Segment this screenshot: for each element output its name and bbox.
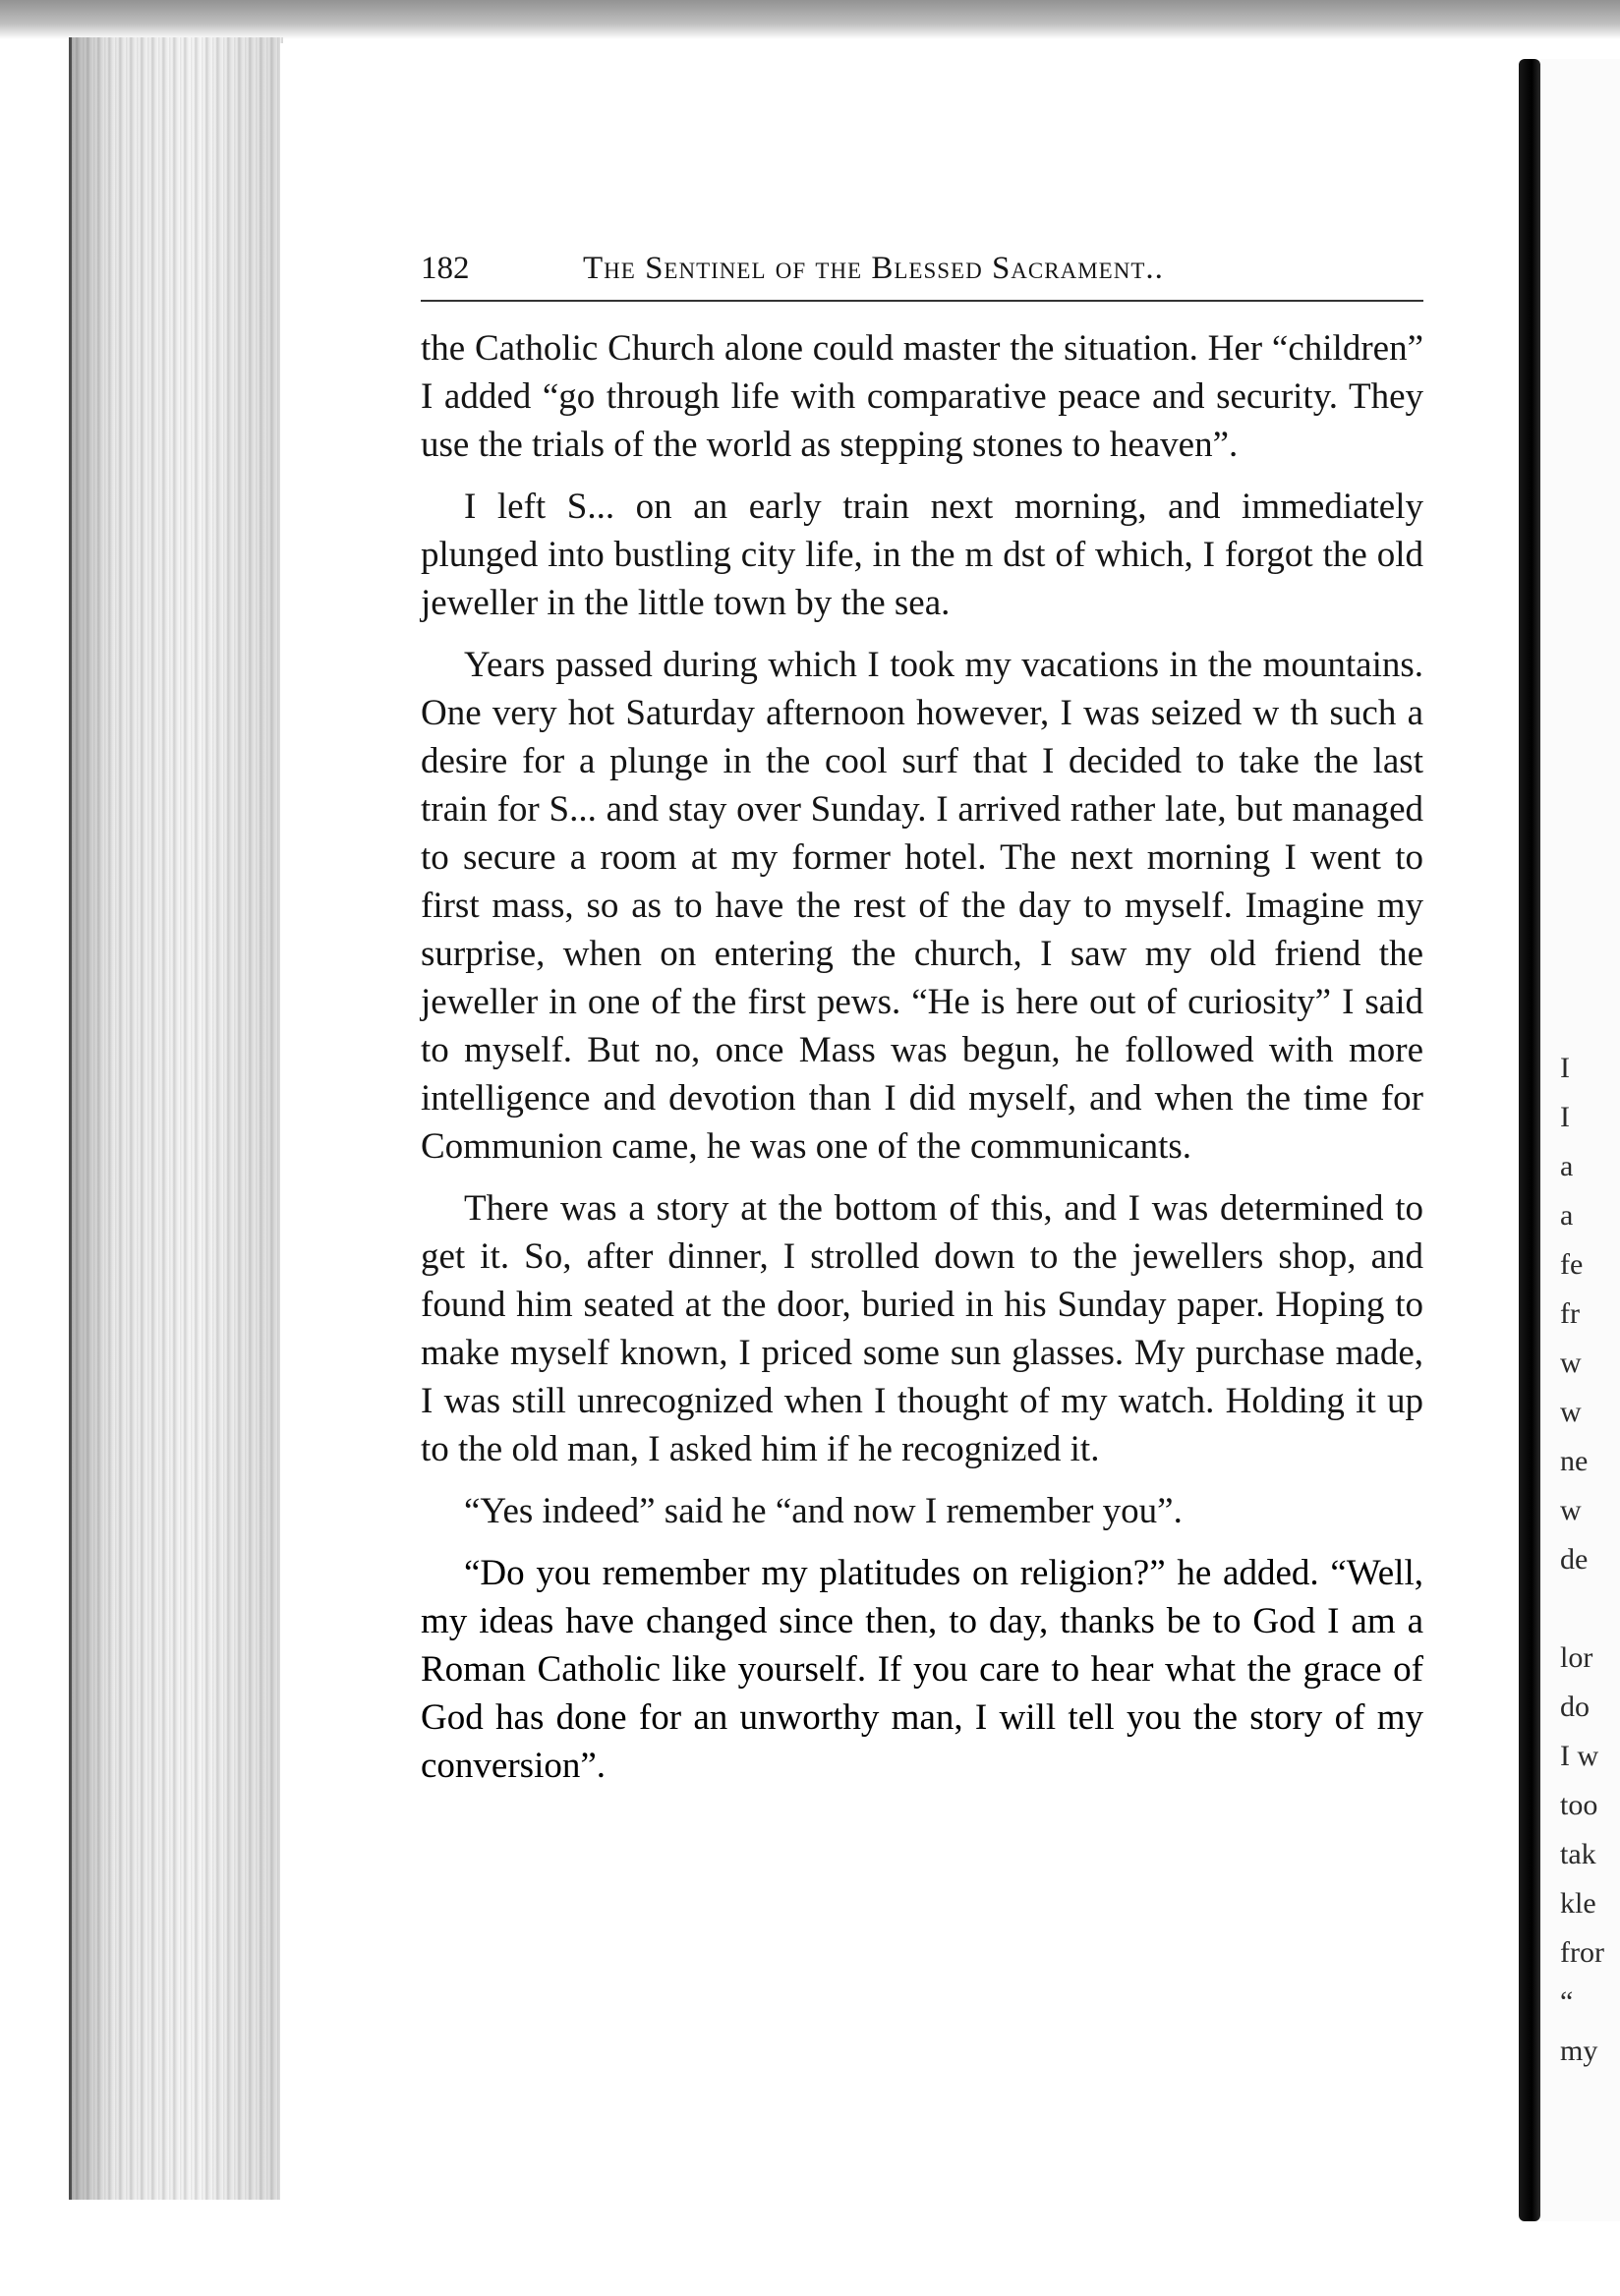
facing-page-text: too bbox=[1560, 1789, 1598, 1821]
facing-page-text: my bbox=[1560, 2035, 1598, 2067]
page-number: 182 bbox=[421, 251, 470, 286]
facing-page-text: fror bbox=[1560, 1936, 1604, 1969]
running-head bbox=[421, 251, 1423, 300]
header-rule bbox=[421, 300, 1423, 302]
facing-page-text: w bbox=[1560, 1396, 1582, 1428]
facing-page-text: I w bbox=[1560, 1740, 1599, 1772]
facing-page-text: a bbox=[1560, 1199, 1574, 1232]
facing-page-text: w bbox=[1560, 1347, 1582, 1379]
paragraph: Years passed during which I took my vacations in the mountains. One very hot Saturday afternoon however, I was seized w th such a desire for a plunge in the cool surf that I decided to take the last train for S... and stay over Sunday. I arrived rather late, but managed to secure a room at my former hotel. The next morning I went to first mass, so as to have the rest of the day to myself. Imagine my surprise, when on entering the church, I saw my old friend the jeweller in one of the first pews. “He is here out of curiosity” I said to myself. But no, once Mass was begun, he followed with more intelligence and devotion than I did myself, and when the time for Communion came, he was one of the communicants. bbox=[421, 645, 1423, 1167]
page-edge-shading bbox=[69, 37, 280, 2200]
scan-top-shadow bbox=[0, 0, 1620, 39]
facing-page-text: de bbox=[1560, 1543, 1589, 1576]
facing-page-text: ne bbox=[1560, 1445, 1589, 1477]
facing-page-text: I bbox=[1560, 1101, 1570, 1133]
facing-page-text: kle bbox=[1560, 1887, 1596, 1920]
facing-page-text: “ bbox=[1560, 1985, 1574, 2018]
paragraph: There was a story at the bottom of this, and I was determined to get it. So, after dinner, I strolled down to the jewellers shop, and found him seated at the door, buried in his Sunday paper. Hoping to make myself known, I priced some sun glasses. My purchase made, I was still unrecognized when I thought of my watch. Holding it up to the old man, I asked him if he recognized it. bbox=[421, 1188, 1423, 1469]
facing-page-text: I bbox=[1560, 1052, 1570, 1084]
facing-page-text: a bbox=[1560, 1150, 1574, 1182]
facing-page-text: lor bbox=[1560, 1641, 1593, 1674]
facing-page-text: fe bbox=[1560, 1248, 1584, 1281]
paragraph: the Catholic Church alone could master the situation. Her “children” I added “go through life with comparative peace and security. They use the trials of the world as stepping stones to heaven”. bbox=[421, 328, 1423, 465]
paragraph: “Do you remember my platitudes on religion?” he added. “Well, my ideas have changed since then, to day, thanks be to God I am a Roman Catholic like yourself. If you care to hear what the grace of God has done for an unworthy man, I will tell you the story of my conversion”. bbox=[421, 1553, 1423, 1786]
paragraph: I left S... on an early train next morning, and immediately plunged into bustling city life, in the m dst of which, I forgot the old jeweller in the little town by the sea. bbox=[421, 487, 1423, 623]
facing-page-text: do bbox=[1560, 1691, 1590, 1723]
paragraph: “Yes indeed” said he “and now I remember you”. bbox=[464, 1491, 1183, 1531]
facing-page-text: fr bbox=[1560, 1297, 1580, 1330]
book-gutter bbox=[1519, 59, 1540, 2221]
facing-page-text: tak bbox=[1560, 1838, 1596, 1870]
facing-page-fragment bbox=[1540, 59, 1620, 2221]
running-title: The Sentinel of the Blessed Sacrament.. bbox=[583, 251, 1164, 286]
facing-page-text: w bbox=[1560, 1494, 1582, 1526]
body-text bbox=[421, 324, 1423, 1804]
